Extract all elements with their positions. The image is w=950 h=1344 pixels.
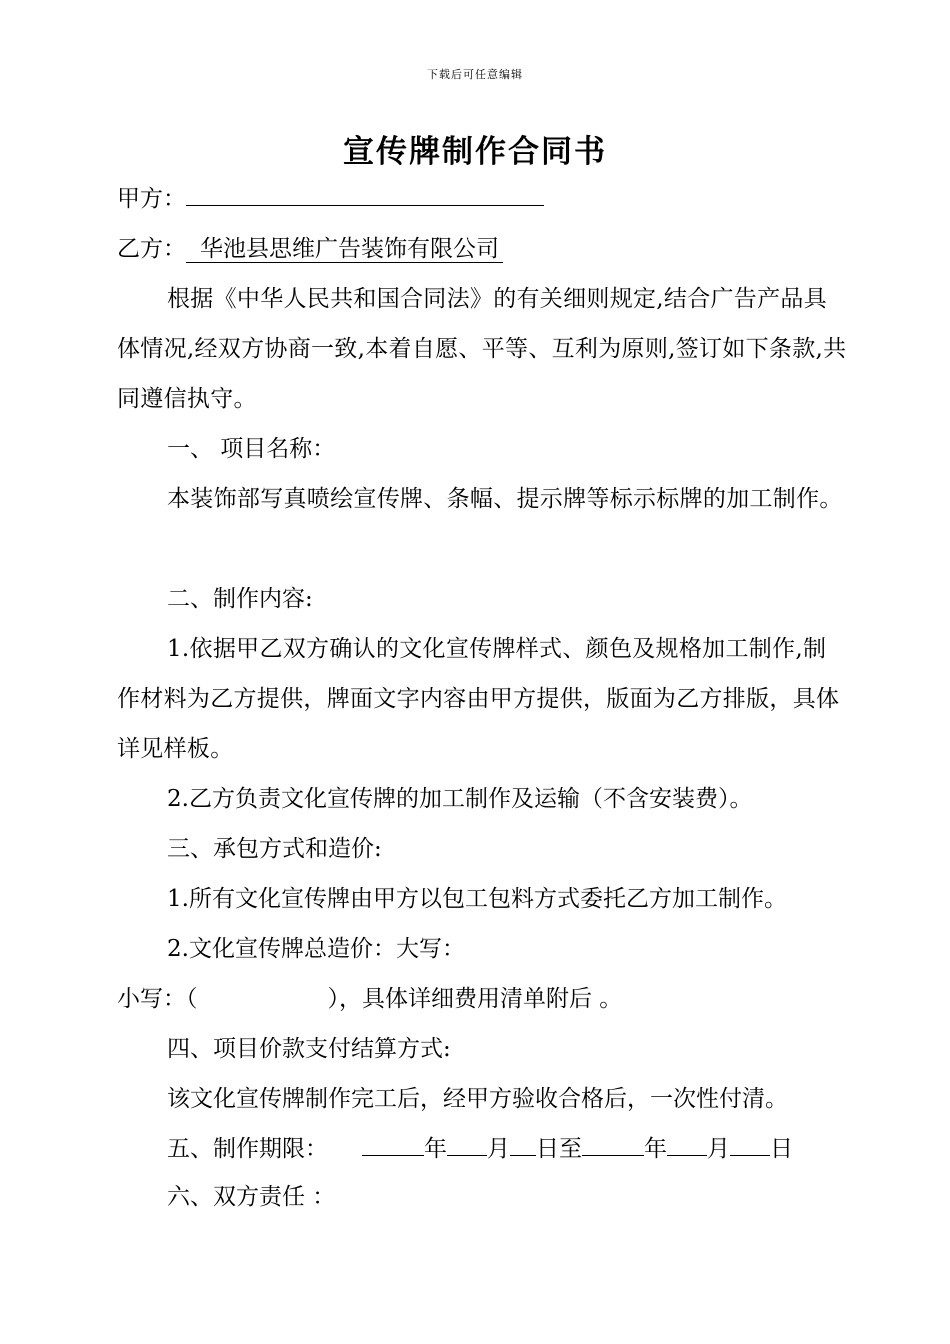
section4-body: 该文化宣传牌制作完工后，经甲方验收合格后，一次性付清。: [167, 1086, 788, 1112]
party-b-line: [117, 224, 503, 274]
start-day-blank: [510, 1131, 536, 1156]
party-a-label: 甲方：: [117, 186, 186, 212]
document-title: 宣传牌制作合同书: [343, 134, 607, 170]
section1-body: 本装饰部写真喷绘宣传牌、条幅、提示牌等标示标牌的加工制作。: [167, 486, 843, 512]
section5-heading: 五、制作期限：: [167, 1136, 328, 1162]
section2-heading: 二、制作内容:: [167, 586, 313, 612]
section5-line: [167, 1124, 793, 1174]
party-b-label: 乙方：: [117, 236, 186, 262]
small-amount-label: 小写：（: [117, 986, 198, 1012]
end-month-blank: [667, 1131, 707, 1156]
party-a-blank: [186, 181, 544, 206]
section1-heading: 一、 项目名称：: [167, 436, 336, 462]
section4-heading: 四、项目价款支付结算方式:: [167, 1036, 451, 1062]
intro-paragraph: 根据《中华人民共和国合同法》的有关细则规定,结合广告产品具体情况,经双方协商一致,本着自愿、平等、互利为原则,签订如下条款,共同遵信执守。: [117, 286, 847, 412]
section3-small-line: [117, 974, 622, 1024]
section2-item1: 1.依据甲乙双方确认的文化宣传牌样式、颜色及规格加工制作,制作材料为乙方提供，牌面文字内容由甲方提供，版面为乙方排版，具体详见样板。: [117, 636, 840, 762]
end-year-label: 年: [644, 1136, 667, 1162]
day-to-label: 日至: [536, 1136, 582, 1162]
start-month-blank: [447, 1131, 487, 1156]
end-month-label: 月: [707, 1136, 730, 1162]
start-year-blank: [362, 1131, 424, 1156]
end-day-blank: [730, 1131, 770, 1156]
section3-item1: 1.所有文化宣传牌由甲方以包工包料方式委托乙方加工制作。: [167, 886, 787, 912]
section6-heading: 六、双方责任 ：: [167, 1184, 336, 1210]
party-a-line: [117, 174, 544, 224]
start-month-label: 月: [487, 1136, 510, 1162]
small-amount-rest: ），具体详细费用清单附后 。: [327, 986, 623, 1012]
section2-item2: 2.乙方负责文化宣传牌的加工制作及运输（不含安装费）。: [167, 786, 753, 812]
start-year-label: 年: [424, 1136, 447, 1162]
end-day-label: 日: [770, 1136, 793, 1162]
header-note: 下载后可任意编辑: [427, 68, 523, 81]
section3-item2: 2.文化宣传牌总造价：大写：: [167, 936, 465, 962]
end-year-blank: [582, 1131, 644, 1156]
party-b-name: 华池县思维广告装饰有限公司: [186, 236, 503, 263]
section3-heading: 三、承包方式和造价:: [167, 836, 382, 862]
